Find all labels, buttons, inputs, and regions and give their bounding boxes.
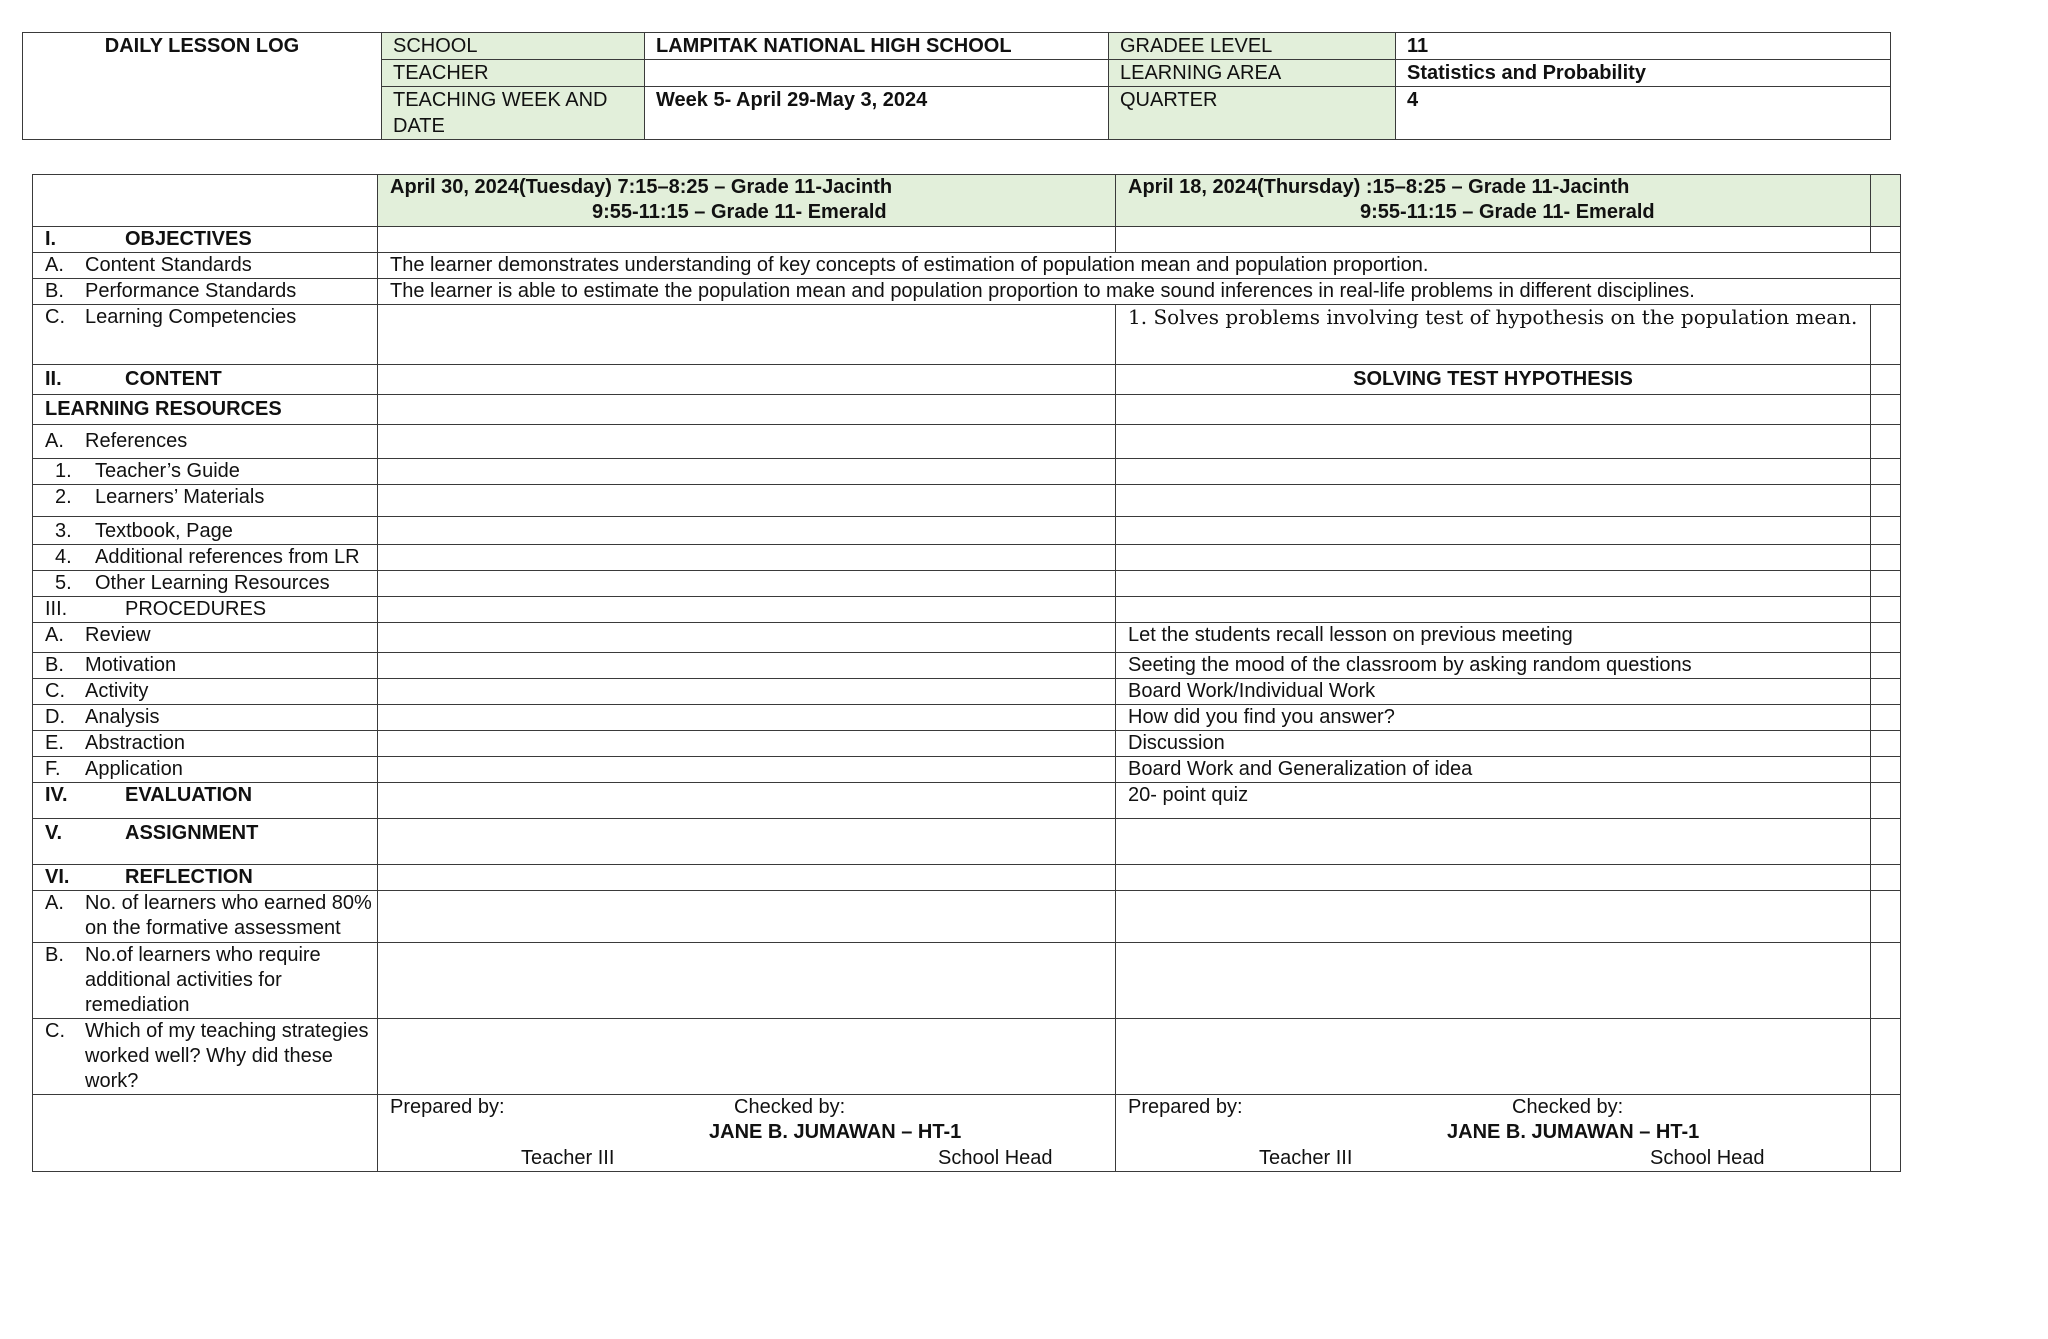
day1-header-line2: 9:55-11:15 – Grade 11- Emerald <box>592 201 887 223</box>
table-cell <box>378 819 1116 865</box>
school-label: SCHOOL <box>382 33 645 60</box>
table-cell <box>1871 891 1901 943</box>
day1-signature-block <box>378 1095 1116 1172</box>
date-header-row <box>33 175 1901 227</box>
school-value: LAMPITAK NATIONAL HIGH SCHOOL <box>645 33 1109 60</box>
table-row <box>33 943 1901 1019</box>
head-title: School Head <box>1650 1147 1765 1169</box>
row-label-other-resources: 5. Other Learning Resources <box>33 571 378 597</box>
day2-signature-block <box>1116 1095 1871 1172</box>
table-cell <box>1871 1095 1901 1172</box>
row-label-activity: C. Activity <box>33 679 378 705</box>
table-cell <box>1871 365 1901 395</box>
table-cell <box>378 705 1116 731</box>
learning-area-label: LEARNING AREA <box>1109 60 1396 87</box>
table-cell <box>1116 545 1871 571</box>
table-cell <box>378 865 1116 891</box>
row-label-learners-materials: 2. Learners’ Materials <box>33 485 378 517</box>
table-cell <box>378 365 1116 395</box>
table-cell <box>378 891 1116 943</box>
quarter-value: 4 <box>1396 87 1891 140</box>
table-cell <box>378 757 1116 783</box>
table-row <box>33 783 1901 819</box>
row-label-references: A. References <box>33 425 378 459</box>
day2-header-line1: April 18, 2024(Thursday) :15–8:25 – Grade 11-Jacinth <box>1128 176 1630 198</box>
table-cell <box>1116 597 1871 623</box>
teacher-value <box>645 60 1109 87</box>
table-cell <box>1116 819 1871 865</box>
table-row <box>33 227 1901 253</box>
table-cell <box>1871 425 1901 459</box>
abstraction-day2: Discussion <box>1116 731 1871 757</box>
table-cell <box>378 545 1116 571</box>
content-day2: SOLVING TEST HYPOTHESIS <box>1116 365 1871 395</box>
table-cell <box>1116 425 1871 459</box>
table-row <box>33 1019 1901 1095</box>
head-title: School Head <box>938 1147 1053 1169</box>
row-label-learning-resources: LEARNING RESOURCES <box>33 395 378 425</box>
table-row <box>33 623 1901 653</box>
table-cell <box>1871 943 1901 1019</box>
table-cell <box>378 597 1116 623</box>
table-cell <box>378 623 1116 653</box>
row-label-learning-competencies: C. Learning Competencies <box>33 305 378 365</box>
quarter-label: QUARTER <box>1109 87 1396 140</box>
checked-by-label: Checked by: <box>1512 1096 1624 1118</box>
row-label-reflection-b: B. No.of learners who require additional activities for remediation <box>33 943 378 1019</box>
table-cell <box>378 943 1116 1019</box>
table-row <box>33 253 1901 279</box>
content-standards-value: The learner demonstrates understanding of key concepts of estimation of population mean and population proportion. <box>378 253 1901 279</box>
table-cell <box>1871 571 1901 597</box>
row-label-reflection-a: A. No. of learners who earned 80% on the formative assessment <box>33 891 378 943</box>
application-day2: Board Work and Generalization of idea <box>1116 757 1871 783</box>
table-cell <box>1871 1019 1901 1095</box>
table-row <box>33 891 1901 943</box>
table-cell <box>1871 485 1901 517</box>
table-cell <box>1871 757 1901 783</box>
table-row <box>33 571 1901 597</box>
row-label-abstraction: E. Abstraction <box>33 731 378 757</box>
table-row <box>33 517 1901 545</box>
header-table <box>22 32 1891 140</box>
table-cell <box>378 653 1116 679</box>
row-label-assignment: V. ASSIGNMENT <box>33 819 378 865</box>
row-label-review: A. Review <box>33 623 378 653</box>
table-cell <box>378 485 1116 517</box>
table-row <box>33 279 1901 305</box>
table-cell <box>1116 485 1871 517</box>
checker-name: JANE B. JUMAWAN – HT-1 <box>1447 1121 1700 1143</box>
table-cell <box>1116 395 1871 425</box>
day1-header <box>378 175 1116 227</box>
row-label-content: II. CONTENT <box>33 365 378 395</box>
table-cell <box>1116 459 1871 485</box>
table-cell <box>1871 623 1901 653</box>
table-cell <box>1116 227 1871 253</box>
review-day2: Let the students recall lesson on previous meeting <box>1116 623 1871 653</box>
prepared-by-label: Prepared by: <box>1128 1096 1243 1118</box>
table-row <box>33 757 1901 783</box>
analysis-day2: How did you find you answer? <box>1116 705 1871 731</box>
corner-cell <box>33 175 378 227</box>
teacher-title: Teacher III <box>1259 1147 1353 1169</box>
motivation-day2: Seeting the mood of the classroom by asking random questions <box>1116 653 1871 679</box>
document-title: DAILY LESSON LOG <box>23 33 382 140</box>
teaching-week-label: TEACHING WEEK AND DATE <box>382 87 645 140</box>
table-cell <box>1116 943 1871 1019</box>
table-row <box>33 731 1901 757</box>
table-cell <box>1116 517 1871 545</box>
table-row <box>33 597 1901 623</box>
table-row <box>33 485 1901 517</box>
grade-level-label: GRADEE LEVEL <box>1109 33 1396 60</box>
checker-name: JANE B. JUMAWAN – HT-1 <box>709 1121 962 1143</box>
row-label-teachers-guide: 1. Teacher’s Guide <box>33 459 378 485</box>
table-cell <box>33 1095 378 1172</box>
table-cell <box>378 571 1116 597</box>
table-row <box>33 395 1901 425</box>
table-row <box>33 459 1901 485</box>
table-cell <box>378 459 1116 485</box>
table-cell <box>1116 891 1871 943</box>
learning-competencies-day2: 1. Solves problems involving test of hypothesis on the population mean. <box>1116 305 1871 365</box>
table-cell <box>1871 597 1901 623</box>
table-row <box>33 865 1901 891</box>
row-label-procedures: III. PROCEDURES <box>33 597 378 623</box>
table-cell <box>1871 819 1901 865</box>
signature-row <box>33 1095 1901 1172</box>
table-cell <box>378 227 1116 253</box>
row-label-objectives: I. OBJECTIVES <box>33 227 378 253</box>
table-row <box>33 653 1901 679</box>
table-row <box>33 705 1901 731</box>
performance-standards-value: The learner is able to estimate the population mean and population proportion to make sound inferences in real-life problems in different disciplines. <box>378 279 1901 305</box>
table-cell <box>1871 783 1901 819</box>
header-row-school <box>23 33 1891 60</box>
table-cell <box>1871 705 1901 731</box>
table-cell <box>378 731 1116 757</box>
table-row <box>33 365 1901 395</box>
table-cell <box>1871 517 1901 545</box>
table-cell <box>378 305 1116 365</box>
table-cell <box>1871 545 1901 571</box>
checked-by-label: Checked by: <box>734 1096 846 1118</box>
teacher-title: Teacher III <box>521 1147 615 1169</box>
learning-area-value: Statistics and Probability <box>1396 60 1891 87</box>
table-cell <box>1871 865 1901 891</box>
row-label-reflection-c: C. Which of my teaching strategies worked well? Why did these work? <box>33 1019 378 1095</box>
table-cell <box>378 783 1116 819</box>
row-label-evaluation: IV. EVALUATION <box>33 783 378 819</box>
table-cell <box>1871 395 1901 425</box>
table-cell <box>1871 653 1901 679</box>
table-row <box>33 545 1901 571</box>
table-cell <box>1871 679 1901 705</box>
table-cell <box>1871 731 1901 757</box>
table-cell <box>1116 571 1871 597</box>
extra-header-cell <box>1871 175 1901 227</box>
teaching-week-value: Week 5- April 29-May 3, 2024 <box>645 87 1109 140</box>
table-cell <box>378 425 1116 459</box>
day1-header-line1: April 30, 2024(Tuesday) 7:15–8:25 – Grade 11-Jacinth <box>390 176 893 198</box>
teacher-label: TEACHER <box>382 60 645 87</box>
evaluation-day2: 20- point quiz <box>1116 783 1871 819</box>
table-row <box>33 679 1901 705</box>
row-label-application: F. Application <box>33 757 378 783</box>
table-cell <box>378 1019 1116 1095</box>
prepared-by-label: Prepared by: <box>390 1096 505 1118</box>
day2-header-line2: 9:55-11:15 – Grade 11- Emerald <box>1360 201 1655 223</box>
table-cell <box>1871 305 1901 365</box>
row-label-additional-references: 4. Additional references from LR <box>33 545 378 571</box>
table-cell <box>1116 1019 1871 1095</box>
row-label-textbook: 3. Textbook, Page <box>33 517 378 545</box>
table-cell <box>378 517 1116 545</box>
row-label-content-standards: A. Content Standards <box>33 253 378 279</box>
activity-day2: Board Work/Individual Work <box>1116 679 1871 705</box>
row-label-analysis: D. Analysis <box>33 705 378 731</box>
lesson-log-table <box>32 174 1901 1172</box>
table-cell <box>378 395 1116 425</box>
table-cell <box>1871 227 1901 253</box>
table-cell <box>378 679 1116 705</box>
row-label-reflection: VI. REFLECTION <box>33 865 378 891</box>
table-row <box>33 819 1901 865</box>
day2-header <box>1116 175 1871 227</box>
table-cell <box>1116 865 1871 891</box>
table-cell <box>1871 459 1901 485</box>
row-label-performance-standards: B. Performance Standards <box>33 279 378 305</box>
table-row <box>33 425 1901 459</box>
table-row <box>33 305 1901 365</box>
row-label-motivation: B. Motivation <box>33 653 378 679</box>
grade-level-value: 11 <box>1396 33 1891 60</box>
